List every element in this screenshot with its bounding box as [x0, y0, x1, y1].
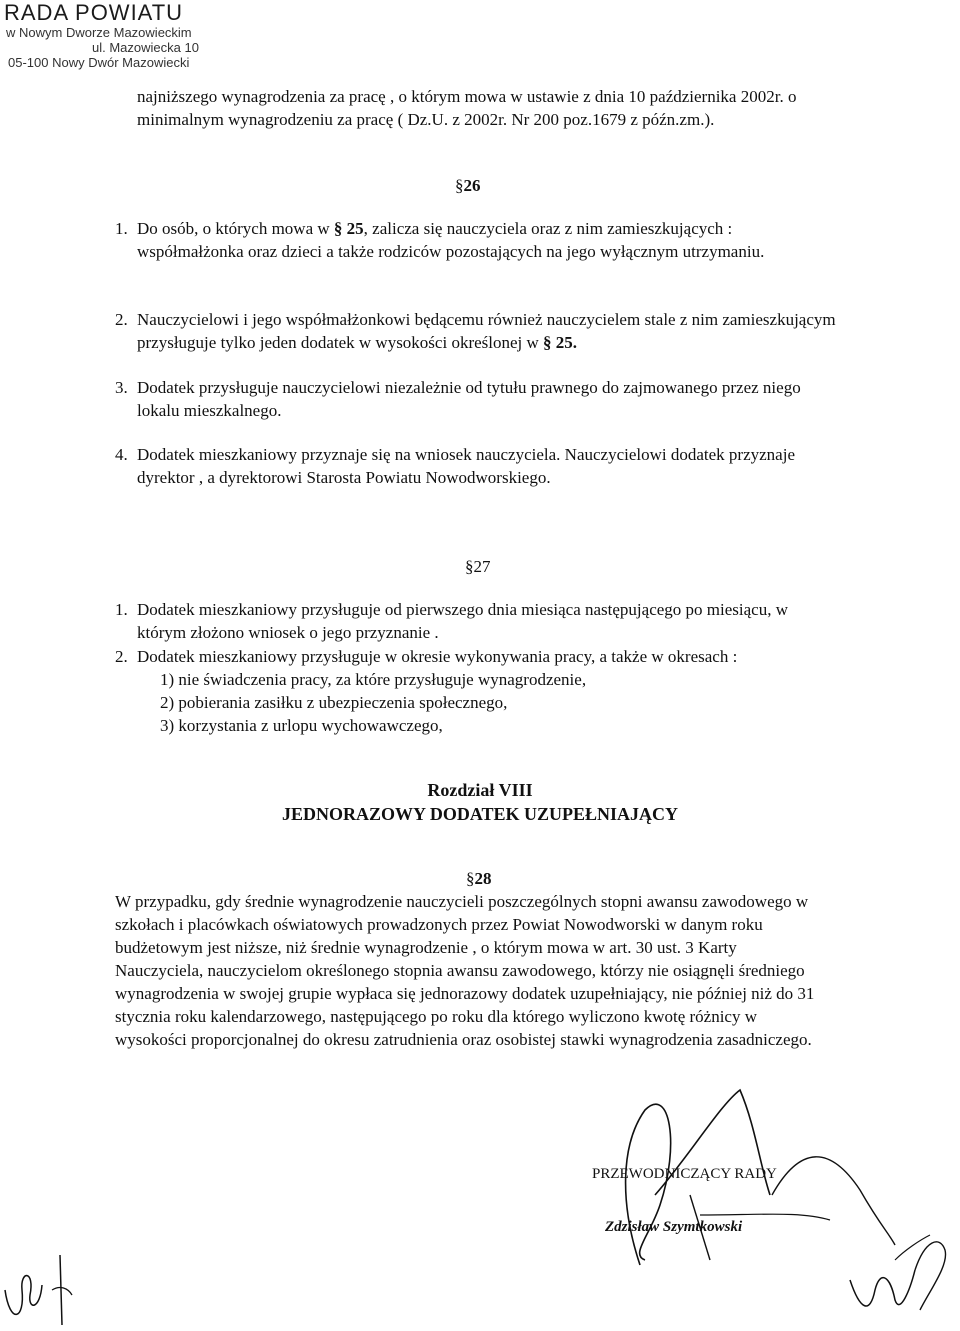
intro-paragraph: najniższego wynagrodzenia za pracę , o którym mowa w ustawie z dnia 10 października 2002r. o minimalnym wynagrodzeniu za pracę ( Dz.U. z 2002r. Nr 200 poz.1679 z późn.zm.). — [137, 87, 797, 129]
item-text: Dodatek mieszkaniowy przysługuje od pierwszego dnia miesiąca następującego po miesiącu, w którym złożono wniosek o jego przyznanie . — [137, 600, 788, 642]
item-text-b: , zalicza się nauczyciela oraz z nim zamieszkujących : współmałżonka oraz dzieci a także rodziców pozostających na jego wyłącznym utrzymaniu. — [137, 219, 765, 261]
item-number: 4. — [115, 445, 128, 464]
section-number: 26 — [463, 176, 481, 195]
item-number: 3. — [115, 378, 128, 397]
item-number: 1. — [115, 600, 128, 619]
item-number: 2. — [115, 310, 128, 329]
stamp-postcode: 05-100 Nowy Dwór Mazowiecki — [8, 55, 190, 70]
stamp-title: RADA POWIATU — [4, 0, 184, 25]
item-text-a: Nauczycielowi i jego współmałżonkowi będącemu również nauczycielem stale z nim zamieszkującym przysługuje tylko jeden dodatek w wysokości określonej w — [137, 310, 836, 352]
section-symbol: § — [465, 557, 474, 576]
section-28-text: W przypadku, gdy średnie wynagrodzenie nauczycieli poszczególnych stopni awansu zawodowego w szkołach i placówkach oświatowych prowadzonych przez Powiat Nowodworski w danym roku budżetowym jest niższe, niż średnie wynagrodzenie , o którym mowa w art. 30 ust. 3 Karty Nauczyciela, nauczycielom określonego stopnia awansu zawodowego, którzy nie osiągnęli średniego wynagrodzenia w swojej grupie wypłaca się jednorazowy dodatek uzupełniający, nie później niż do 31 stycznia roku kalendarzowego, następującego po roku dla którego wyliczono kwotę różnicy w wysokości proporcjonalnej do okresu zatrudnienia oraz osobistej stawki wynagrodzenia zasadniczego. — [115, 892, 815, 1049]
item-text-a: Do osób, o których mowa w — [137, 219, 330, 238]
signature-role: PRZEWODNICZĄCY RADY — [592, 1166, 777, 1182]
item-number: 2. — [115, 647, 128, 666]
item-text: Dodatek przysługuje nauczycielowi niezależnie od tytułu prawnego do zajmowanego przez niego lokalu mieszkalnego. — [137, 378, 801, 420]
item-text — [137, 308, 837, 354]
item-text: Dodatek mieszkaniowy przyznaje się na wniosek nauczyciela. Nauczycielowi dodatek przyznaje dyrektor , a dyrektorowi Starosta Powiatu Nowodworskiego. — [137, 445, 795, 487]
initials-right-mark — [845, 1230, 955, 1325]
stamp-location: w Nowym Dworze Mazowieckim — [6, 25, 192, 40]
subitem: 3) korzystania z urlopu wychowawczego, — [160, 716, 443, 735]
section-symbol: § — [455, 176, 464, 195]
section-number: 28 — [474, 869, 492, 888]
chapter-subtitle: JEDNORAZOWY DODATEK UZUPEŁNIAJĄCY — [281, 804, 679, 824]
item-text: Dodatek mieszkaniowy przysługuje w okresie wykonywania pracy, a także w okresach : — [137, 647, 738, 666]
stamp-street: ul. Mazowiecka 10 — [92, 40, 199, 55]
subitem: 1) nie świadczenia pracy, za które przysługuje wynagrodzenie, — [160, 670, 587, 689]
section-reference: § 25 — [333, 219, 364, 238]
section-27-heading — [465, 555, 491, 578]
section-26-heading — [455, 174, 481, 197]
chapter-title: Rozdział VIII — [427, 780, 533, 800]
section-number: 27 — [473, 557, 491, 576]
council-stamp — [4, 2, 199, 69]
signature-name: Zdzisław Szymtkowski — [605, 1219, 743, 1235]
item-text — [137, 217, 837, 263]
item-number: 1. — [115, 219, 128, 238]
section-symbol: § — [466, 869, 475, 888]
section-reference: § 25. — [543, 333, 578, 352]
initials-left-mark — [0, 1250, 80, 1330]
section-28-heading — [466, 867, 492, 890]
subitem: 2) pobierania zasiłku z ubezpieczenia społecznego, — [160, 693, 508, 712]
